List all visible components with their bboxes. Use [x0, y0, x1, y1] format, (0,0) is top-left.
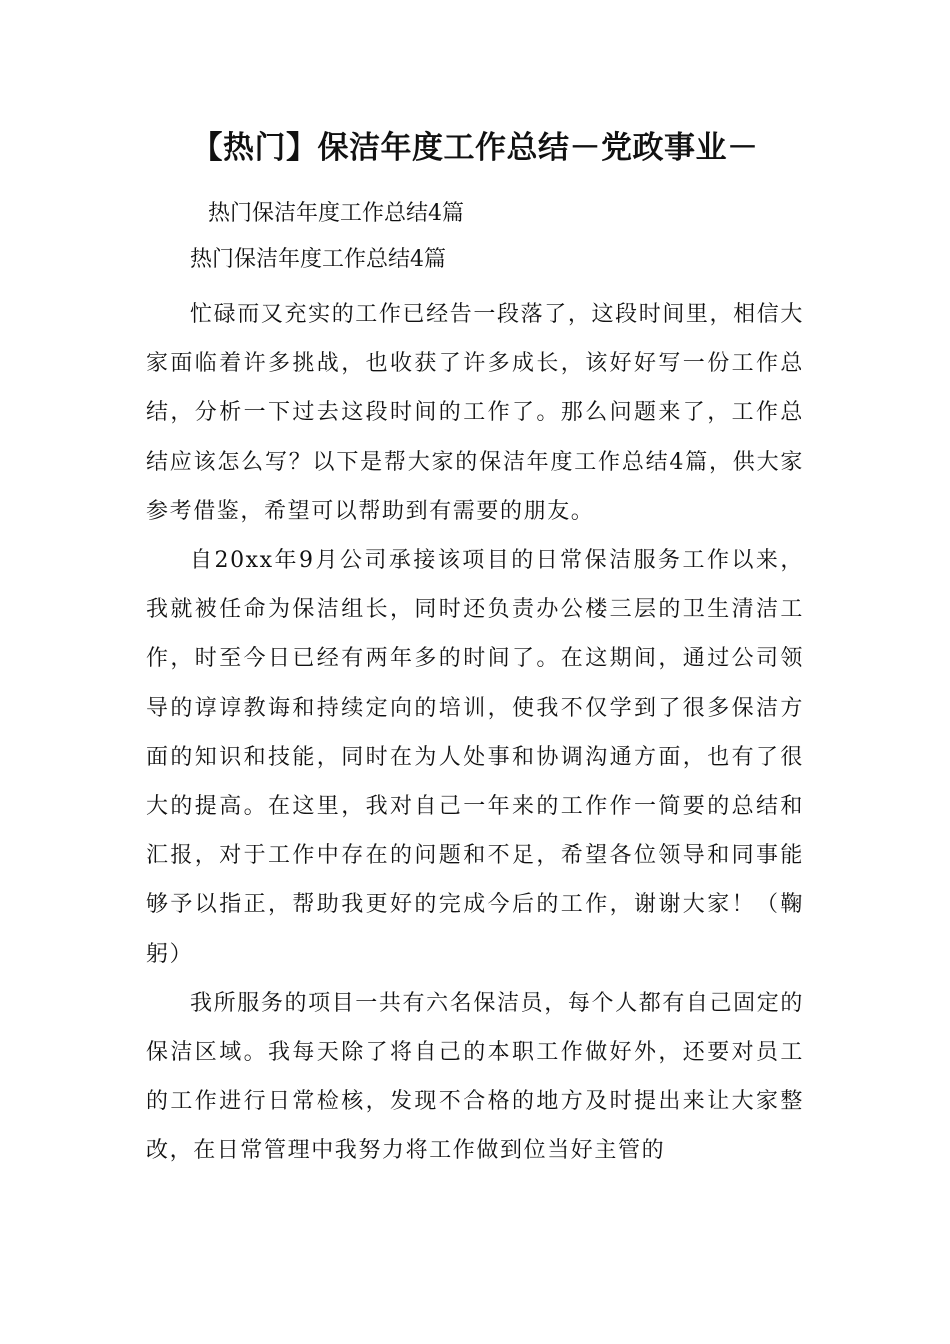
paragraph-background: 自20xx年9月公司承接该项目的日常保洁服务工作以来，我就被任命为保洁组长，同时还负责办公楼三层的卫生清洁工作，时至今日已经有两年多的时间了。在这期间，通过公司领导的谆谆教诲和持续定向的培训，使我不仅学到了很多保洁方面的知识和技能，同时在为人处事和协调沟通方面，也有了很大的提高。在这里，我对自己一年来的工作作一简要的总结和汇报，对于工作中存在的问题和不足，希望各位领导和同事能够予以指正，帮助我更好的完成今后的工作，谢谢大家！（鞠躬） — [146, 548, 804, 967]
document-subtitle-repeat: 热门保洁年度工作总结4篇 — [190, 247, 446, 272]
paragraph-team: 我所服务的项目一共有六名保洁员，每个人都有自己固定的保洁区域。我每天除了将自己的本职工作做好外，还要对员工的工作进行日常检核，发现不合格的地方及时提出来让大家整改，在日常管理中我努力将工作做到位当好主管的 — [146, 990, 804, 1164]
document-subtitle: 热门保洁年度工作总结4篇 — [208, 201, 464, 226]
paragraph-intro: 忙碌而又充实的工作已经告一段落了，这段时间里，相信大家面临着许多挑战，也收获了许多成长，该好好写一份工作总结，分析一下过去这段时间的工作了。那么问题来了，工作总结应该怎么写？以下是帮大家的保洁年度工作总结4篇，供大家参考借鉴，希望可以帮助到有需要的朋友。 — [146, 302, 804, 524]
document-body — [146, 290, 804, 1176]
document-title: 【热门】保洁年度工作总结－党政事业－ — [191, 130, 759, 166]
